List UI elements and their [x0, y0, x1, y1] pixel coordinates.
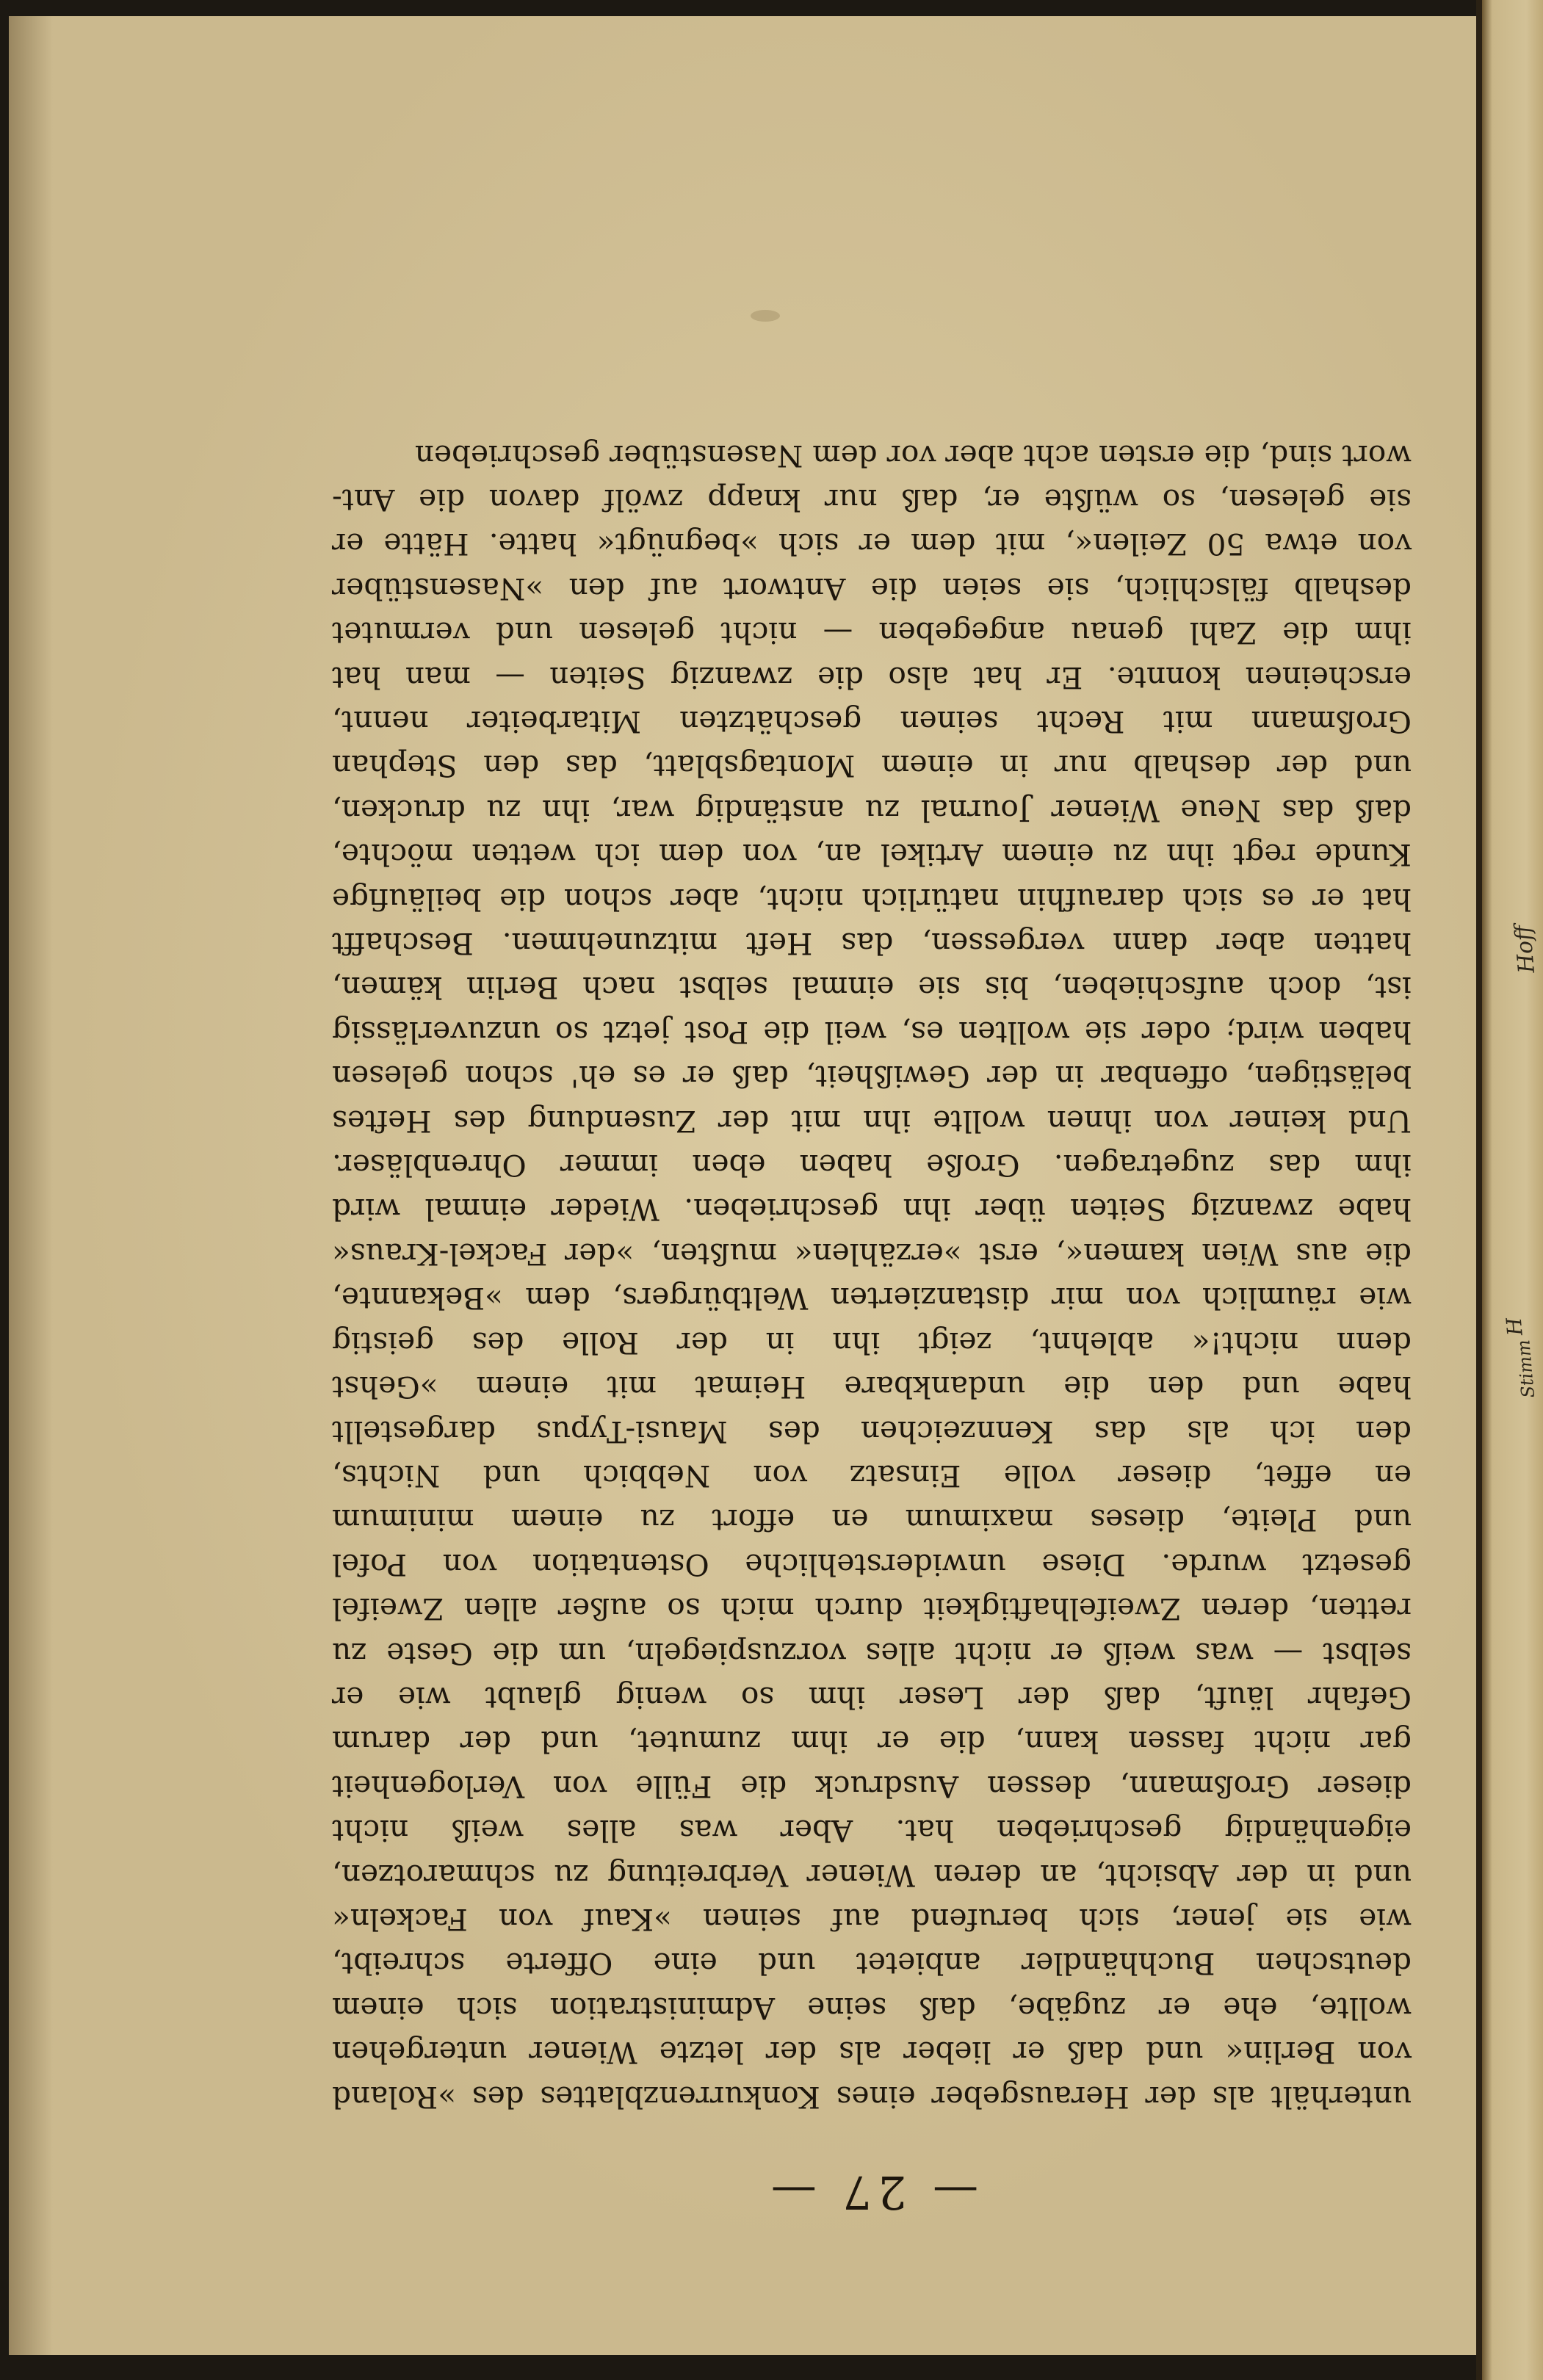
- page-number: — 27 —: [765, 2166, 979, 2219]
- text-line: wie sie jener, sich berufend auf seinen »Kauf von Fackeln«: [332, 1901, 1412, 1937]
- text-line: deshalb fälschlich, sie seien die Antwort auf den »Nasenstüber: [332, 571, 1412, 607]
- text-line: ihm die Zahl genau angegeben — nicht gelesen und vermutet: [332, 615, 1412, 651]
- text-line: sie gelesen, so wüßte er, daß nur knapp zwölf davon die Ant-: [332, 482, 1412, 518]
- text-line: retten, deren Zweifelhaftigkeit durch mich so außer allen Zweifel: [332, 1591, 1412, 1627]
- text-line: habe zwanzig Seiten über ihn geschrieben. Wieder einmal wird: [332, 1192, 1412, 1228]
- text-line: dieser Großmann, dessen Ausdruck die Fülle von Verlogenheit: [332, 1768, 1412, 1804]
- text-line: ihm das zugetragen. Große haben eben immer Ohrenbläser.: [332, 1148, 1412, 1184]
- text-line: Großmann mit Recht seinen geschätzten Mitarbeiter nennt,: [332, 704, 1412, 740]
- text-line: und in der Absicht, an deren Wiener Verbreitung zu schmarotzen,: [332, 1857, 1412, 1893]
- text-line: ist, doch aufschieben, bis sie einmal selbst nach Berlin kämen,: [332, 970, 1412, 1006]
- margin-note: Stimm: [1513, 1339, 1539, 1399]
- text-line: deutschen Buchhändler anbietet und eine Offerte schreibt,: [332, 1946, 1412, 1982]
- text-line: unterhält als der Herausgeber eines Konkurrenzblattes des »Roland: [332, 2079, 1412, 2115]
- margin-note: H: [1501, 1316, 1528, 1337]
- text-line: gar nicht fassen kann, die er ihm zumutet, und der darum: [332, 1724, 1412, 1760]
- text-line: haben wird; oder sie wollten es, weil die Post jetzt so unzuverlässig: [332, 1014, 1412, 1050]
- page-paper: [9, 16, 1481, 2355]
- text-line: denn nicht!« ablehnt, zeigt ihn in der Rolle des geistig: [332, 1325, 1412, 1361]
- text-line: en effet, dieser volle Einsatz von Nebbich und Nichts,: [332, 1458, 1412, 1494]
- text-line: hatten aber dann vergessen, das Heft mitzunehmen. Beschafft: [332, 926, 1412, 962]
- text-line: wort sind, die ersten acht aber vor dem Nasenstüber geschrieben: [414, 438, 1412, 474]
- text-line: wie räumlich von mir distanzierten Weltbürgers, dem »Bekannte,: [332, 1281, 1412, 1317]
- text-line: von etwa 50 Zeilen«, mit dem er sich »begnügt« hatte. Hätte er: [332, 527, 1412, 563]
- text-line: Und keiner von ihnen wollte ihn mit der Zusendung des Heftes: [332, 1103, 1412, 1139]
- text-line: belästigen, offenbar in der Gewißheit, daß er es eh' schon gelesen: [332, 1059, 1412, 1095]
- text-line: habe und den die undankbare Heimat mit einem »Gehst: [332, 1370, 1412, 1406]
- text-line: gesetzt wurde. Diese unwiderstehliche Ostentation von Pofel: [332, 1547, 1412, 1583]
- stain-mark: [751, 310, 780, 322]
- text-line: erscheinen konnte. Er hat also die zwanzig Seiten — man hat: [332, 659, 1412, 695]
- text-line: Gefahr läuft, daß der Leser ihm so wenig glaubt wie er: [332, 1679, 1412, 1715]
- text-line: daß das Neue Wiener Journal zu anständig war, ihn zu drucken,: [332, 792, 1412, 828]
- margin-note: Hoff: [1510, 924, 1541, 974]
- text-line: den ich als das Kennzeichen des Mausi-Typus dargestellt: [332, 1414, 1412, 1450]
- text-line: selbst — was weiß er nicht alles vorzuspiegeln, um die Geste zu: [332, 1635, 1412, 1671]
- text-line: von Berlin« und daß er lieber als der letzte Wiener untergehen: [332, 2035, 1412, 2071]
- rotated-text-block: [332, 339, 1412, 2219]
- text-line: eigenhändig geschrieben hat. Aber was alles weiß nicht: [332, 1813, 1412, 1849]
- text-line: hat er es sich daraufhin natürlich nicht, aber schon die beiläufige: [332, 881, 1412, 917]
- body-text: [332, 433, 1412, 2119]
- margin-annotations: [1491, 0, 1543, 2380]
- text-line: Kunde regt ihn zu einem Artikel an, von dem ich wetten möchte,: [332, 837, 1412, 873]
- text-line: wollte, ehe er zugäbe, daß seine Administration sich einem: [332, 1990, 1412, 2026]
- text-line: die aus Wien kamen«, erst »erzählen« mußten, »der Fackel-Kraus«: [332, 1236, 1412, 1272]
- text-line: und der deshalb nur in einem Montagsblatt, das den Stephan: [332, 748, 1412, 784]
- text-line: und Pleite, dieses maximum en effort zu einem minimum: [332, 1502, 1412, 1538]
